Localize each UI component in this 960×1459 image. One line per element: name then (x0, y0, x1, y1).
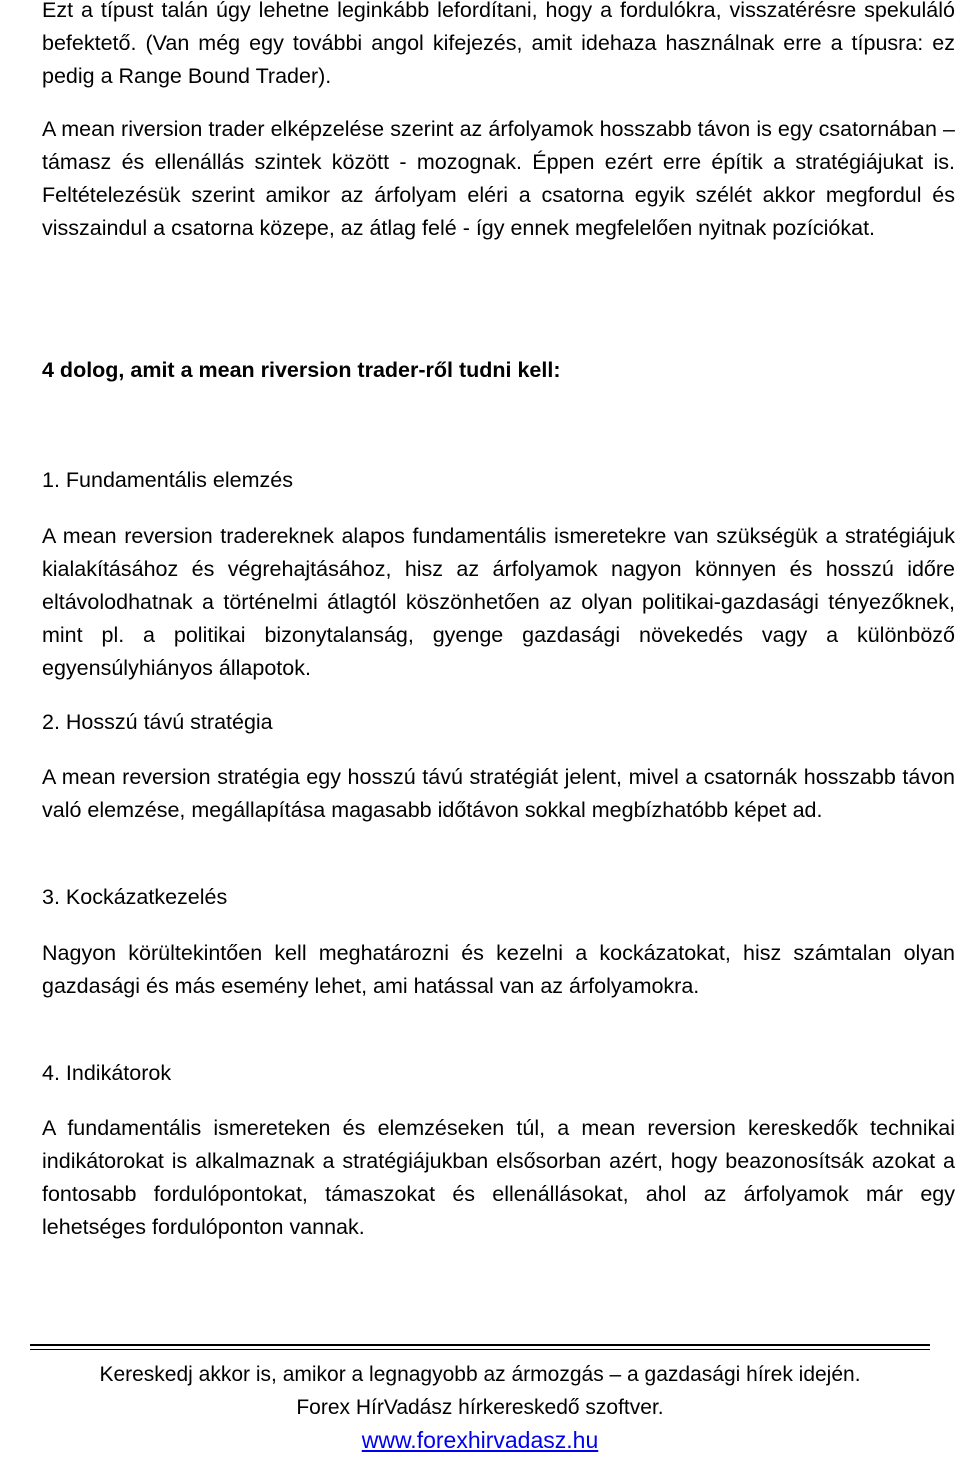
item-3-body: Nagyon körültekintően kell meghatározni és kezelni a kockázatokat, hisz számtalan olyan gazdasági és más esemény lehet, ami hatással van az árfolyamokra. (42, 941, 955, 998)
footer-divider (30, 1344, 930, 1350)
footer-website-link[interactable]: www.forexhirvadasz.hu (361, 1427, 599, 1453)
footer-line-2: Forex HírVadász hírkereskedő szoftver. (296, 1396, 664, 1419)
item-1-body: A mean reversion tradereknek alapos fundamentális ismeretekre van szükségük a stratégiájuk kialakításához és végrehajtásához, hisz az árfolyamok nagyon könnyen és hosszú időre eltávolodhatnak a történelmi átlagtól köszönhetően az olyan politikai-gazdasági tényezőknek, mint pl. a politikai bizonytalanság, gyenge gazdasági növekedés vagy a különböző egyensúlyhiányos állapotok. (42, 524, 955, 680)
item-3-title: 3. Kockázatkezelés (42, 885, 228, 909)
item-2-body: A mean reversion stratégia egy hosszú távú stratégiát jelent, mivel a csatornák hosszabb távon való elemzése, megállapítása magasabb időtávon sokkal megbízhatóbb képet ad. (42, 765, 955, 822)
mean-reversion-paragraph: A mean riversion trader elképzelése szerint az árfolyamok hosszabb távon is egy csatornában – támasz és ellenállás szintek között - mozognak. Éppen ezért erre építik a stratégiájukat is. Feltételezésük szerint amikor az árfolyam eléri a csatorna egyik szélét akkor megfordul és visszaindul a csatorna közepe, az átlag felé - így ennek megfelelően nyitnak pozíciókat. (42, 117, 955, 240)
item-2-title: 2. Hosszú távú stratégia (42, 710, 273, 734)
footer-line-1: Kereskedj akkor is, amikor a legnagyobb az ármozgás – a gazdasági hírek idején. (99, 1363, 861, 1386)
footer (0, 1358, 960, 1458)
item-4-title: 4. Indikátorok (42, 1061, 172, 1085)
item-4-body: A fundamentális ismereteken és elemzéseken túl, a mean reversion kereskedők technikai indikátorokat is alkalmaznak a stratégiájukban elsősorban azért, hogy beazonosítsák azokat a fontosabb fordulópontokat, támaszokat és ellenállásokat, ahol az árfolyamok már egy lehetséges fordulóponton vannak. (42, 1116, 955, 1239)
section-heading: 4 dolog, amit a mean riversion trader-ről tudni kell: (42, 358, 561, 382)
intro-paragraph: Ezt a típust talán úgy lehetne leginkább lefordítani, hogy a fordulókra, visszatérésre spekuláló befektető. (Van még egy további angol kifejezés, amit idehaza használnak erre a típusra: ez pedig a Range Bound Trader). (42, 0, 955, 88)
item-1-title: 1. Fundamentális elemzés (42, 468, 293, 492)
